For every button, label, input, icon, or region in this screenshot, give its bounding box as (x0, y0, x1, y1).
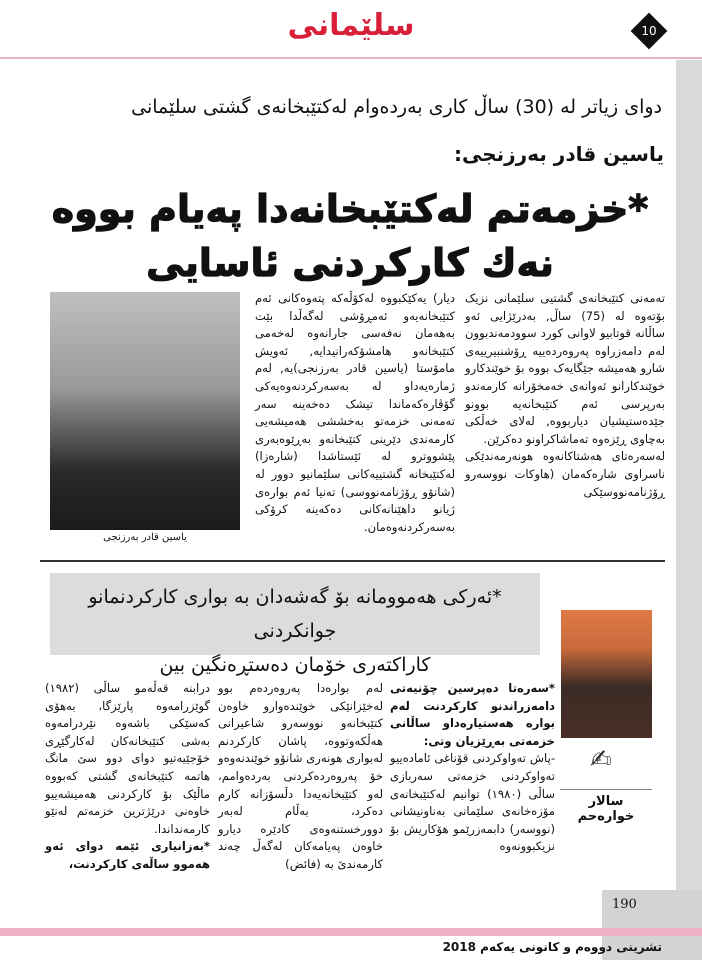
pull-quote-line-2: کاراکتەری خۆمان دەستڕەنگین بین (159, 654, 431, 676)
side-bar-decoration (676, 60, 702, 930)
question-2: *بەزانیاری ئێمە دوای ئەو هەموو ساڵەی کارکردنت، (45, 839, 210, 871)
section-divider (40, 560, 665, 562)
title-line-2: نەك كاركردنی ئاسایی (146, 241, 554, 285)
pull-quote-box (50, 573, 540, 676)
photo-caption: یاسین قادر بەرزنجی (103, 532, 187, 543)
author-photo (561, 610, 652, 738)
interviewee-name: یاسین قادر بەرزنجی: (454, 142, 664, 166)
article-title (40, 182, 660, 290)
intro-column-right: تەمەنی کتێبخانەی گشتیی سلێمانی نزیک بۆتەوە لە (75) ساڵ, بەدرێژایی ئەو ساڵانە قوتابیو لاوانی کورد سوودمەندبوون لەم دامەزراوە پەروەردەییە ڕۆشنبیرییەی شارو هەمیشە جێگایەک بووە بۆ خوێندکارو خوێندکارانو ئەوانەی خەمخۆرانە کارمەندو بەرپرسی ئەم کتێبخانەیە بوونو جێدەستیشیان دیاربووە, لەلای خەڵکی بەچاوی ڕێزەوە تەماشاکراونو دەکرێن. لەسەرەتای هەشتاکانەوە هونەرمەندێکی ناسراوی شارەکەمان (هاوکات نووسەرو ڕۆژنامەنووسێکی (465, 291, 665, 499)
pen-icon: ✍ (590, 745, 612, 775)
magazine-logo: سلێمانی (287, 8, 415, 43)
body-column-middle: لەم بوارەدا پەروەردەم بوو لەخێزانێکی خوێندەوارو خاوەن کتێبخانەو نووسەرو شاعیرانی هەڵکەوتووە، پاشان کارکردنم لەبواری هونەری شانۆو خوێندنەوەو خۆ پەروەردەکردنی بەردەوامم، لەو کتێبخانەیەدا دڵسۆزانە کارم دەکرد، بەڵام لەبەر دوورخستنەوەی کادێرە دیارو خاوەن پەیامەکان لەگەڵ چەند کارمەندێ بە (فائض) (218, 681, 383, 871)
answer-1-continued: درابنە قەڵەمو ساڵی (١٩٨٢) گوێزرامەوە پارێزگا، بەهۆی کەسێکی باشەوە نێردرامەوە بەشی کتێبخانەکان لەکارگێڕی خۆجێیەتیو دوای دوو سێ مانگ هاتمە کتێبخانەی گشتی کەبووە ماڵێک بۆ کارکردنی هەمیشەییو خاوەنی درێژترین خزمەتم لەنێو کارمەنداندا. (45, 681, 210, 836)
footer-bar (0, 928, 702, 936)
issue-badge-number: 10 (641, 24, 657, 38)
pull-quote-line-1: *ئەرکی هەموومانە بۆ گەشەدان بە بواری کارکردنمانو جوانکردنی (88, 586, 502, 642)
author-divider (560, 789, 652, 790)
title-line-1: *خزمەتم لەکتێبخانەدا پەیام بووە (51, 187, 649, 231)
author-name: سالار خوارەحم (577, 794, 635, 824)
header-divider (0, 57, 702, 59)
intro-column-left: دیار) یەکێکبووە لەکۆڵەکە پتەوەکانی ئەم کتێبخانەیەو ئەمڕۆشی لەگەڵدا بێت بەهەمان نەفەسی جارانەوە لەخەمی کتێبخانەو هامشۆکەرانیدایە, ئەویش مامۆستا (یاسین قادر بەرزنجی)یە, لەم ژمارەیەداو لە بەسەرکردنەوەیەکی گۆڤارەکەماندا تیشک دەخەینە سەر تەمەنی خزمەتو بەخششی هەمیشەیی کارمەندی دێرینی کتێبخانەو بەڕێوەبەری پێشووترو لە ئێستاشدا (شارەزا) لەکتێبخانە گشتییەکانی سلێمانیو دوور لە (شانۆو ڕۆژنامەنووسی) تەنیا ئەم بوارەی ژیانو داهێنانەکانی دەکەینە کرۆکی بەسەرکردنەوەمان. (255, 291, 455, 534)
article-kicker: دوای زیاتر له (30) ساڵ کاری بەردەوام لەکتێبخانەی گشتی سلێمانی (131, 96, 662, 118)
page-number: 190 (612, 897, 637, 912)
issue-date: تشرینی دووەم و کانونی یەکەم 2018 (442, 940, 662, 954)
answer-1: -پاش تەواوکردنی قۆناغی ئامادەییو تەواوکردنی خزمەتی سەربازی ساڵی (١٩٨٠) توانیم لەکتێبخانەی مۆزەخانەی سلێمانی بەناونیشانی (نووسەر) دابمەزرێمو هۆکاریش بۆ نزیکبوونەوە (390, 751, 555, 854)
interviewee-photo (50, 292, 240, 530)
body-column-left (45, 680, 210, 874)
body-column-right (390, 680, 555, 856)
question-1: *سەرەتا دەپرسین چۆنیەتی دامەزراندنو کارکردنت لەم بوارە هەستیارەداو ساڵانی خزمەتی بەڕێزیان وتی: (390, 681, 555, 748)
